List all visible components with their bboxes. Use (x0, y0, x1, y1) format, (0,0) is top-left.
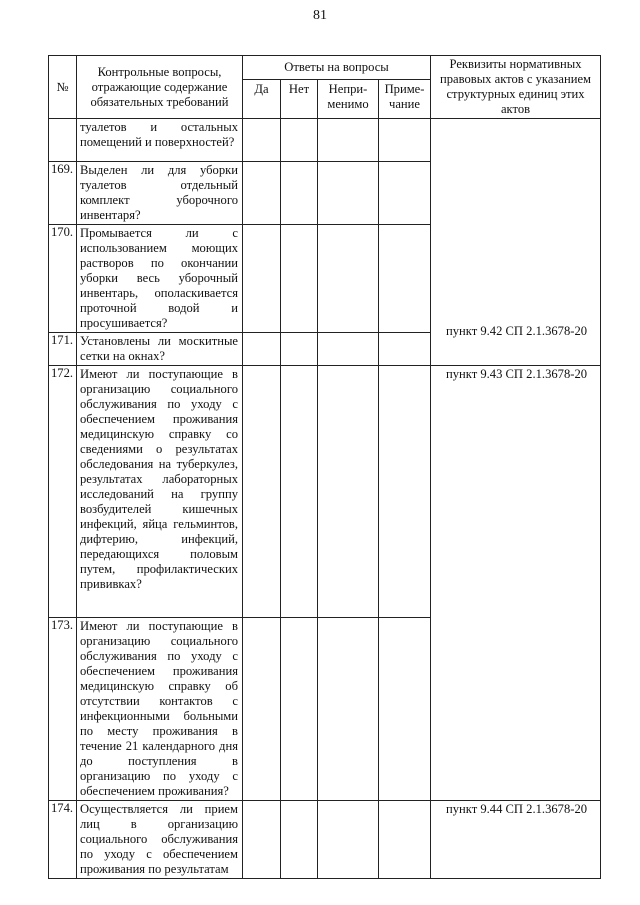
table-row (49, 366, 601, 618)
header-requisites: Реквизиты нормативных правовых актов с указанием структурных единиц этих актов (431, 56, 601, 119)
answer-na-cell (318, 366, 379, 618)
answer-note-cell (379, 801, 431, 879)
header-yes: Да (243, 79, 281, 118)
header-not-applicable: Непри-менимо (318, 79, 379, 118)
row-ref (431, 119, 601, 366)
answer-no-cell (281, 333, 318, 366)
row-question: Выделен ли для уборки туалетов отдельный комплект уборочного инвентаря? (77, 162, 243, 225)
answer-yes-cell (243, 333, 281, 366)
answer-note-cell (379, 366, 431, 618)
row-question: Имеют ли поступающие в организацию социального обслуживания по уходу с обеспечением проживания медицинскую справку со сведениями о результатах обследования на туберкулез, результатах лабораторных исследований на группу возбудителей кишечных инфекций, яйца гельминтов, дифтерию, инфекций, передающихся половым путем, профилактических прививках? (77, 366, 243, 618)
ref-text: пункт 9.42 СП 2.1.3678-20 (445, 324, 588, 338)
answer-na-cell (318, 225, 379, 333)
row-number (49, 119, 77, 162)
answer-na-cell (318, 801, 379, 879)
header-no: Нет (281, 79, 318, 118)
row-question: туалетов и остальных помещений и поверхностей? (77, 119, 243, 162)
answer-no-cell (281, 801, 318, 879)
answer-yes-cell (243, 618, 281, 801)
header-num: № (49, 56, 77, 119)
row-question: Промывается ли с использованием моющих растворов по окончании уборки весь уборочный инвентарь, ополаскивается проточной водой и просушивается? (77, 225, 243, 333)
row-number: 169. (49, 162, 77, 225)
answer-yes-cell (243, 801, 281, 879)
page-number: 81 (313, 8, 327, 23)
answer-yes-cell (243, 162, 281, 225)
row-number: 171. (49, 333, 77, 366)
answer-no-cell (281, 225, 318, 333)
header-row (49, 56, 601, 80)
table-row (49, 119, 601, 162)
answer-note-cell (379, 618, 431, 801)
checklist-table (48, 55, 601, 879)
header-answers: Ответы на вопросы (243, 56, 431, 80)
answer-note-cell (379, 162, 431, 225)
row-question: Имеют ли поступающие в организацию социального обслуживания по уходу с обеспечением проживания медицинскую справку об отсутствии контактов с инфекционными больными по месту проживания в течение 21 календарного дня до поступления в организацию по уходу с обеспечением проживания? (77, 618, 243, 801)
row-number: 173. (49, 618, 77, 801)
answer-no-cell (281, 618, 318, 801)
row-ref: пункт 9.44 СП 2.1.3678-20 (431, 801, 601, 879)
table-row (49, 801, 601, 879)
answer-yes-cell (243, 225, 281, 333)
row-number: 174. (49, 801, 77, 879)
header-note: Приме-чание (379, 79, 431, 118)
row-number: 170. (49, 225, 77, 333)
answer-no-cell (281, 162, 318, 225)
answer-yes-cell (243, 119, 281, 162)
header-question: Контрольные вопросы, отражающие содержание обязательных требований (77, 56, 243, 119)
answer-note-cell (379, 333, 431, 366)
answer-note-cell (379, 225, 431, 333)
answer-note-cell (379, 119, 431, 162)
answer-na-cell (318, 618, 379, 801)
answer-na-cell (318, 333, 379, 366)
row-ref: пункт 9.43 СП 2.1.3678-20 (431, 366, 601, 801)
answer-na-cell (318, 119, 379, 162)
answer-na-cell (318, 162, 379, 225)
row-question: Установлены ли москитные сетки на окнах? (77, 333, 243, 366)
row-number: 172. (49, 366, 77, 618)
answer-no-cell (281, 366, 318, 618)
row-question: Осуществляется ли прием лиц в организацию социального обслуживания по уходу с обеспечением проживания по результатам (77, 801, 243, 879)
answer-no-cell (281, 119, 318, 162)
answer-yes-cell (243, 366, 281, 618)
